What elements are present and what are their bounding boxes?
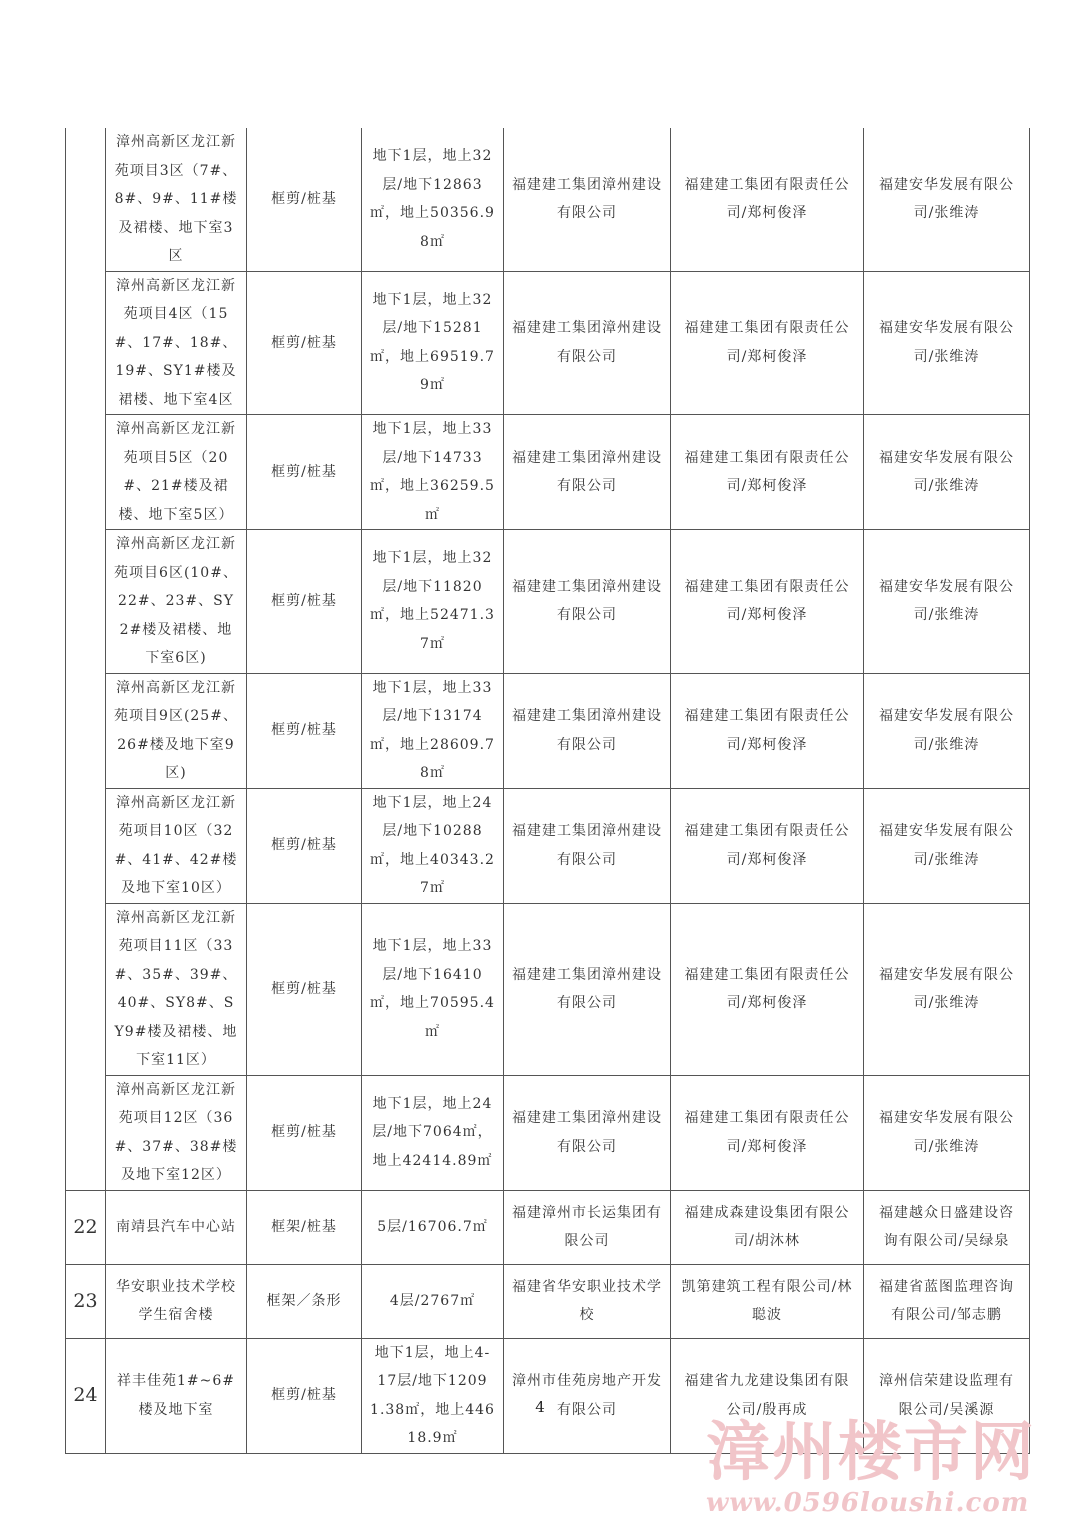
supervisor-cell: 福建安华发展有限公司/张维涛 [864,128,1030,271]
supervisor-cell: 福建安华发展有限公司/张维涛 [864,673,1030,788]
contractor-cell: 福建建工集团有限责任公司/郑柯俊泽 [671,415,864,530]
scale-cell: 地下1层，地上33层/地下14733㎡，地上36259.5㎡ [362,415,504,530]
table-row [66,271,1030,415]
contractor-cell: 凯第建筑工程有限公司/林聪波 [671,1264,864,1338]
structure-cell: 框剪/桩基 [247,271,362,415]
developer-cell: 福建省华安职业技术学校 [504,1264,671,1338]
developer-cell: 福建建工集团漳州建设有限公司 [504,903,671,1075]
project-name-cell: 漳州高新区龙江新苑项目4区（15#、17#、18#、19#、SY1#楼及裙楼、地下室4区 [106,271,247,415]
table-row [66,128,1030,271]
structure-cell: 框剪/桩基 [247,903,362,1075]
structure-cell: 框架/桩基 [247,1190,362,1264]
structure-cell: 框剪/桩基 [247,128,362,271]
supervisor-cell: 福建安华发展有限公司/张维涛 [864,530,1030,674]
contractor-cell: 福建建工集团有限责任公司/郑柯俊泽 [671,128,864,271]
contractor-cell: 福建建工集团有限责任公司/郑柯俊泽 [671,673,864,788]
supervisor-cell: 福建省蓝图监理咨询有限公司/邹志鹏 [864,1264,1030,1338]
project-name-cell: 华安职业技术学校学生宿舍楼 [106,1264,247,1338]
developer-cell: 漳州市佳苑房地产开发有限公司 [504,1338,671,1453]
contractor-cell: 福建成森建设集团有限公司/胡沐林 [671,1190,864,1264]
scale-cell: 地下1层，地上33层/地下13174㎡，地上28609.78㎡ [362,673,504,788]
site-watermark [706,1415,1066,1522]
project-name-cell: 漳州高新区龙江新苑项目5区（20#、21#楼及裙楼、地下室5区） [106,415,247,530]
project-name-cell: 漳州高新区龙江新苑项目6区(10#、22#、23#、SY2#楼及裙楼、地下室6区) [106,530,247,674]
scale-cell: 地下1层，地上33层/地下16410㎡，地上70595.4㎡ [362,903,504,1075]
scale-cell: 4层/2767㎡ [362,1264,504,1338]
supervisor-cell: 漳州信荣建设监理有限公司/吴溪源 [864,1338,1030,1453]
structure-cell: 框剪/桩基 [247,788,362,903]
structure-cell: 框剪/桩基 [247,1075,362,1190]
developer-cell: 福建建工集团漳州建设有限公司 [504,128,671,271]
developer-cell: 福建建工集团漳州建设有限公司 [504,788,671,903]
supervisor-cell: 福建安华发展有限公司/张维涛 [864,788,1030,903]
supervisor-cell: 福建越众日盛建设咨询有限公司/吴绿泉 [864,1190,1030,1264]
supervisor-cell: 福建安华发展有限公司/张维涛 [864,271,1030,415]
table-row [66,1264,1030,1338]
row-index-cell: 22 [66,1190,106,1264]
contractor-cell: 福建建工集团有限责任公司/郑柯俊泽 [671,903,864,1075]
structure-cell: 框剪/桩基 [247,530,362,674]
developer-cell: 福建建工集团漳州建设有限公司 [504,530,671,674]
developer-cell: 福建漳州市长运集团有限公司 [504,1190,671,1264]
project-name-cell: 漳州高新区龙江新苑项目10区（32#、41#、42#楼及地下室10区） [106,788,247,903]
developer-cell: 福建建工集团漳州建设有限公司 [504,1075,671,1190]
contractor-cell: 福建建工集团有限责任公司/郑柯俊泽 [671,1075,864,1190]
contractor-cell: 福建建工集团有限责任公司/郑柯俊泽 [671,788,864,903]
developer-cell: 福建建工集团漳州建设有限公司 [504,673,671,788]
scale-cell: 5层/16706.7㎡ [362,1190,504,1264]
project-name-cell: 祥丰佳苑1#~6#楼及地下室 [106,1338,247,1453]
table-row [66,415,1030,530]
watermark-url: www.0596loushi.com [706,1488,1030,1518]
scale-cell: 地下1层，地上4-17层/地下12091.38㎡，地上44618.9㎡ [362,1338,504,1453]
table-row [66,1075,1030,1190]
row-index-cell [66,128,106,1190]
supervisor-cell: 福建安华发展有限公司/张维涛 [864,1075,1030,1190]
structure-cell: 框剪/桩基 [247,673,362,788]
table-row [66,1190,1030,1264]
row-index-cell: 23 [66,1264,106,1338]
table-row [66,673,1030,788]
row-index-cell: 24 [66,1338,106,1453]
contractor-cell: 福建省九龙建设集团有限公司/殷再成 [671,1338,864,1453]
developer-cell: 福建建工集团漳州建设有限公司 [504,271,671,415]
supervisor-cell: 福建安华发展有限公司/张维涛 [864,903,1030,1075]
table-row [66,903,1030,1075]
scale-cell: 地下1层，地上32层/地下15281㎡，地上69519.79㎡ [362,271,504,415]
project-name-cell: 漳州高新区龙江新苑项目9区(25#、26#楼及地下室9区) [106,673,247,788]
table-row [66,530,1030,674]
supervisor-cell: 福建安华发展有限公司/张维涛 [864,415,1030,530]
project-name-cell: 南靖县汽车中心站 [106,1190,247,1264]
developer-cell: 福建建工集团漳州建设有限公司 [504,415,671,530]
scale-cell: 地下1层，地上32层/地下11820㎡，地上52471.37㎡ [362,530,504,674]
structure-cell: 框剪/桩基 [247,415,362,530]
page-number: 4 [535,1398,545,1416]
project-name-cell: 漳州高新区龙江新苑项目12区（36#、37#、38#楼及地下室12区） [106,1075,247,1190]
structure-cell: 框架／条形 [247,1264,362,1338]
project-name-cell: 漳州高新区龙江新苑项目3区（7#、8#、9#、11#楼及裙楼、地下室3区 [106,128,247,271]
project-name-cell: 漳州高新区龙江新苑项目11区（33#、35#、39#、40#、SY8#、SY9#楼及裙楼、地下室11区） [106,903,247,1075]
scale-cell: 地下1层，地上24层/地下7064㎡，地上42414.89㎡ [362,1075,504,1190]
contractor-cell: 福建建工集团有限责任公司/郑柯俊泽 [671,271,864,415]
table-row [66,788,1030,903]
project-table [65,128,1030,1454]
structure-cell: 框剪/桩基 [247,1338,362,1453]
watermark-title: 漳州楼市网 [706,1415,1036,1490]
scale-cell: 地下1层，地上32层/地下12863㎡，地上50356.98㎡ [362,128,504,271]
scale-cell: 地下1层，地上24层/地下10288㎡，地上40343.27㎡ [362,788,504,903]
contractor-cell: 福建建工集团有限责任公司/郑柯俊泽 [671,530,864,674]
